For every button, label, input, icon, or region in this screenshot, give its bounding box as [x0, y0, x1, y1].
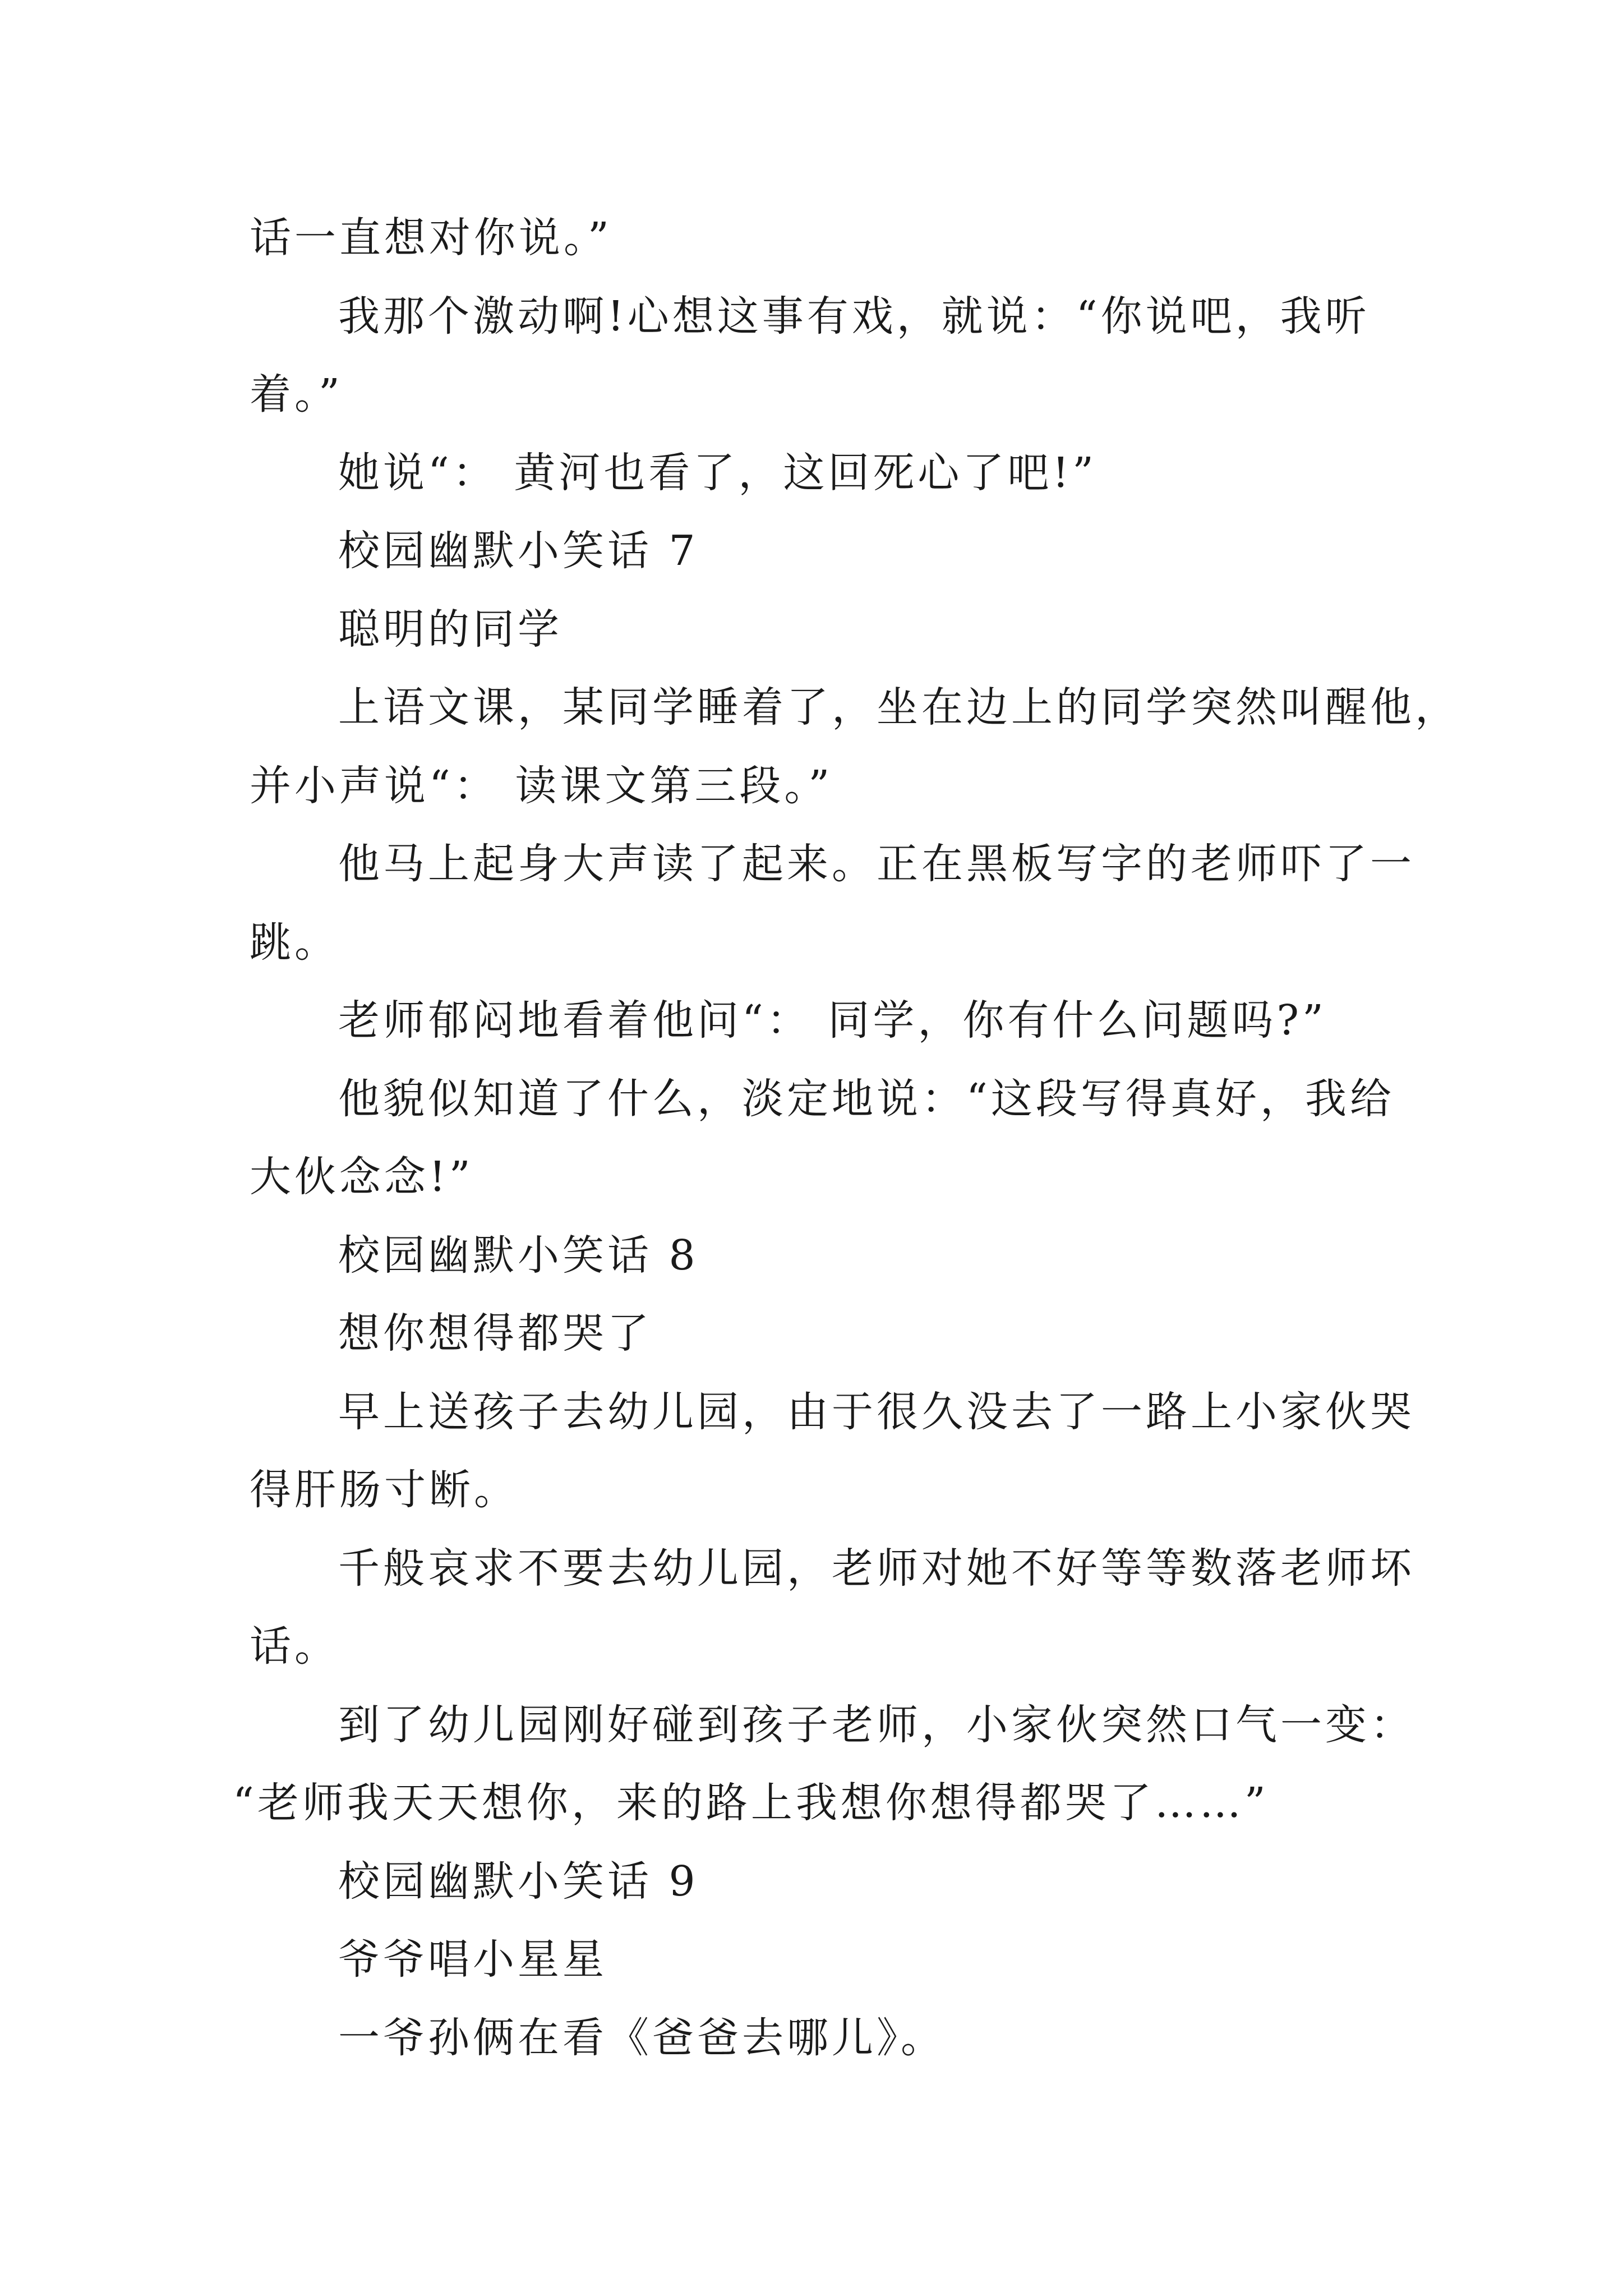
- paragraph-line: 我那个激动啊!心想这事有戏，就说：“你说吧，我听: [338, 292, 1370, 341]
- paragraph-line: 跳。: [250, 918, 339, 967]
- paragraph-line: 上语文课，某同学睡着了，坐在边上的同学突然叫醒他，: [338, 683, 1460, 731]
- section-heading: 校园幽默小笑话 9: [338, 1857, 699, 1906]
- paragraph-line: 他貌似知道了什么，淡定地说：“这段写得真好，我给: [338, 1074, 1395, 1123]
- paragraph-line: 大伙念念!”: [250, 1153, 474, 1201]
- paragraph-line: 老师郁闷地看着他问“： 同学，你有什么问题吗?”: [338, 996, 1327, 1045]
- paragraph-line: 他马上起身大声读了起来。正在黑板写字的老师吓了一: [338, 840, 1415, 888]
- section-heading: 校园幽默小笑话 7: [338, 527, 699, 575]
- paragraph-line: 并小声说“： 读课文第三段。”: [250, 761, 833, 810]
- section-heading: 校园幽默小笑话 8: [338, 1231, 699, 1280]
- paragraph-line: 到了幼儿园刚好碰到孩子老师，小家伙突然口气一变：: [338, 1700, 1415, 1749]
- paragraph-line: “老师我天天想你，来的路上我想你想得都哭了……”: [233, 1779, 1269, 1827]
- joke-title: 爷爷唱小星星: [338, 1935, 607, 1984]
- paragraph-line: 她说“： 黄河也看了，这回死心了吧!”: [338, 448, 1097, 497]
- paragraph-line: 早上送孩子去幼儿园，由于很久没去了一路上小家伙哭: [338, 1387, 1415, 1436]
- paragraph-line: 千般哀求不要去幼儿园，老师对她不好等等数落老师坏: [338, 1544, 1415, 1593]
- paragraph-line: 一爷孙俩在看《爸爸去哪儿》。: [338, 2013, 946, 2062]
- paragraph-line: 话。: [250, 1622, 339, 1671]
- paragraph-line: 着。”: [250, 370, 343, 418]
- paragraph-line: 话一直想对你说。”: [250, 214, 612, 262]
- document-body: [233, 199, 1460, 2077]
- joke-title: 想你想得都哭了: [338, 1309, 652, 1358]
- paragraph-line: 得肝肠寸断。: [250, 1466, 519, 1514]
- joke-title: 聪明的同学: [338, 605, 562, 654]
